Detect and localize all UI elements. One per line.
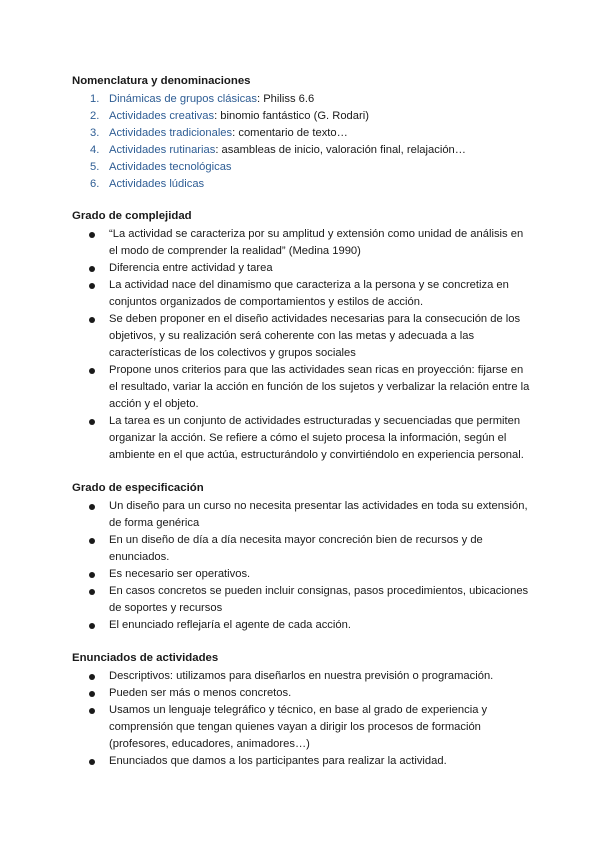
list-text: Propone unos criterios para que las actividades sean ricas en proyección: fijarse en el resultado, variar la acción en función de los sujetos y verbalizar la relación entre la acción y el objeto.: [109, 364, 530, 410]
list-item: [72, 311, 532, 362]
list-item: [72, 702, 532, 753]
list-number: 5.: [90, 161, 100, 173]
bullet-icon: [89, 266, 95, 272]
list-number: 1.: [90, 93, 100, 105]
section-nomenclatura: [72, 73, 532, 193]
list-text: Un diseño para un curso no necesita presentar las actividades en toda su extensión, de forma genérica: [109, 500, 528, 529]
list-link[interactable]: Actividades rutinarias: [109, 144, 216, 156]
list-text: : Philiss 6.6: [257, 93, 315, 105]
list-item: [72, 668, 532, 685]
bullet-icon: [89, 504, 95, 510]
bullet-icon: [89, 674, 95, 680]
bullet-icon: [89, 691, 95, 697]
bullet-icon: [89, 232, 95, 238]
list-item: [72, 583, 532, 617]
list-item: [72, 362, 532, 413]
bullet-list: [72, 226, 532, 464]
section-grado-complejidad: [72, 208, 532, 464]
bullet-list: [72, 668, 532, 770]
list-item: [72, 226, 532, 260]
list-text: En casos concretos se pueden incluir consignas, pasos procedimientos, ubicaciones de soportes y recursos: [109, 585, 529, 614]
list-item: [72, 277, 532, 311]
list-text: Enunciados que damos a los participantes para realizar la actividad.: [109, 755, 447, 767]
list-item: [72, 176, 532, 193]
list-text: : asambleas de inicio, valoración final, relajación…: [215, 144, 466, 156]
list-text: Pueden ser más o menos concretos.: [109, 687, 292, 699]
section-heading: Nomenclatura y denominaciones: [72, 75, 251, 87]
bullet-icon: [89, 419, 95, 425]
list-link[interactable]: Actividades tecnológicas: [109, 161, 232, 173]
list-link[interactable]: Actividades lúdicas: [109, 178, 205, 190]
list-number: 3.: [90, 127, 100, 139]
list-link[interactable]: Actividades creativas: [109, 110, 215, 122]
list-item: [72, 159, 532, 176]
list-number: 2.: [90, 110, 100, 122]
numbered-list: [72, 91, 532, 193]
list-item: [72, 125, 532, 142]
bullet-icon: [89, 317, 95, 323]
section-heading: Grado de complejidad: [72, 210, 192, 222]
list-text: La tarea es un conjunto de actividades estructuradas y secuenciadas que permiten organizar la acción. Se refiere a cómo el sujeto procesa la información, según el ambiente en el que actúa, estructurándolo y convirtiéndolo en experiencia personal.: [109, 415, 524, 461]
bullet-icon: [89, 538, 95, 544]
list-text: Es necesario ser operativos.: [109, 568, 251, 580]
list-item: [72, 108, 532, 125]
bullet-icon: [89, 708, 95, 714]
list-item: [72, 498, 532, 532]
list-link[interactable]: Actividades tradicionales: [109, 127, 233, 139]
list-link[interactable]: Dinámicas de grupos clásicas: [109, 93, 257, 105]
list-item: [72, 685, 532, 702]
list-item: [72, 91, 532, 108]
section-heading: Grado de especificación: [72, 482, 204, 494]
bullet-icon: [89, 572, 95, 578]
list-text: Se deben proponer en el diseño actividades necesarias para la consecución de los objetivos, y su realización será coherente con las metas y adecuada a las características de los colectivos y grupos sociales: [109, 313, 521, 359]
bullet-icon: [89, 589, 95, 595]
bullet-icon: [89, 623, 95, 629]
list-text: : comentario de texto…: [232, 127, 348, 139]
list-item: [72, 617, 532, 634]
list-item: [72, 532, 532, 566]
list-item: [72, 142, 532, 159]
list-text: El enunciado reflejaría el agente de cada acción.: [109, 619, 351, 631]
list-number: 4.: [90, 144, 100, 156]
section-enunciados: [72, 650, 532, 770]
bullet-icon: [89, 368, 95, 374]
list-text: En un diseño de día a día necesita mayor concreción bien de recursos y de enunciados.: [109, 534, 483, 563]
list-text: La actividad nace del dinamismo que caracteriza a la persona y se concretiza en conjuntos organizados de comportamientos y estilos de acción.: [109, 279, 509, 308]
section-heading: Enunciados de actividades: [72, 652, 219, 664]
list-text: Diferencia entre actividad y tarea: [109, 262, 273, 274]
list-text: : binomio fantástico (G. Rodari): [214, 110, 369, 122]
bullet-list: [72, 498, 532, 634]
list-item: [72, 260, 532, 277]
list-number: 6.: [90, 178, 100, 190]
list-item: [72, 413, 532, 464]
list-item: [72, 753, 532, 770]
list-item: [72, 566, 532, 583]
section-grado-especificacion: [72, 480, 532, 634]
list-text: Descriptivos: utilizamos para diseñarlos en nuestra previsión o programación.: [109, 670, 494, 682]
list-text: Usamos un lenguaje telegráfico y técnico, en base al grado de experiencia y comprensión que tengan quienes vayan a dirigir los procesos de formación (profesores, educadores, animadores…): [109, 704, 488, 750]
bullet-icon: [89, 283, 95, 289]
list-text: “La actividad se caracteriza por su amplitud y extensión como unidad de análisis en el modo de comprender la realidad” (Medina 1990): [109, 228, 524, 257]
bullet-icon: [89, 759, 95, 765]
